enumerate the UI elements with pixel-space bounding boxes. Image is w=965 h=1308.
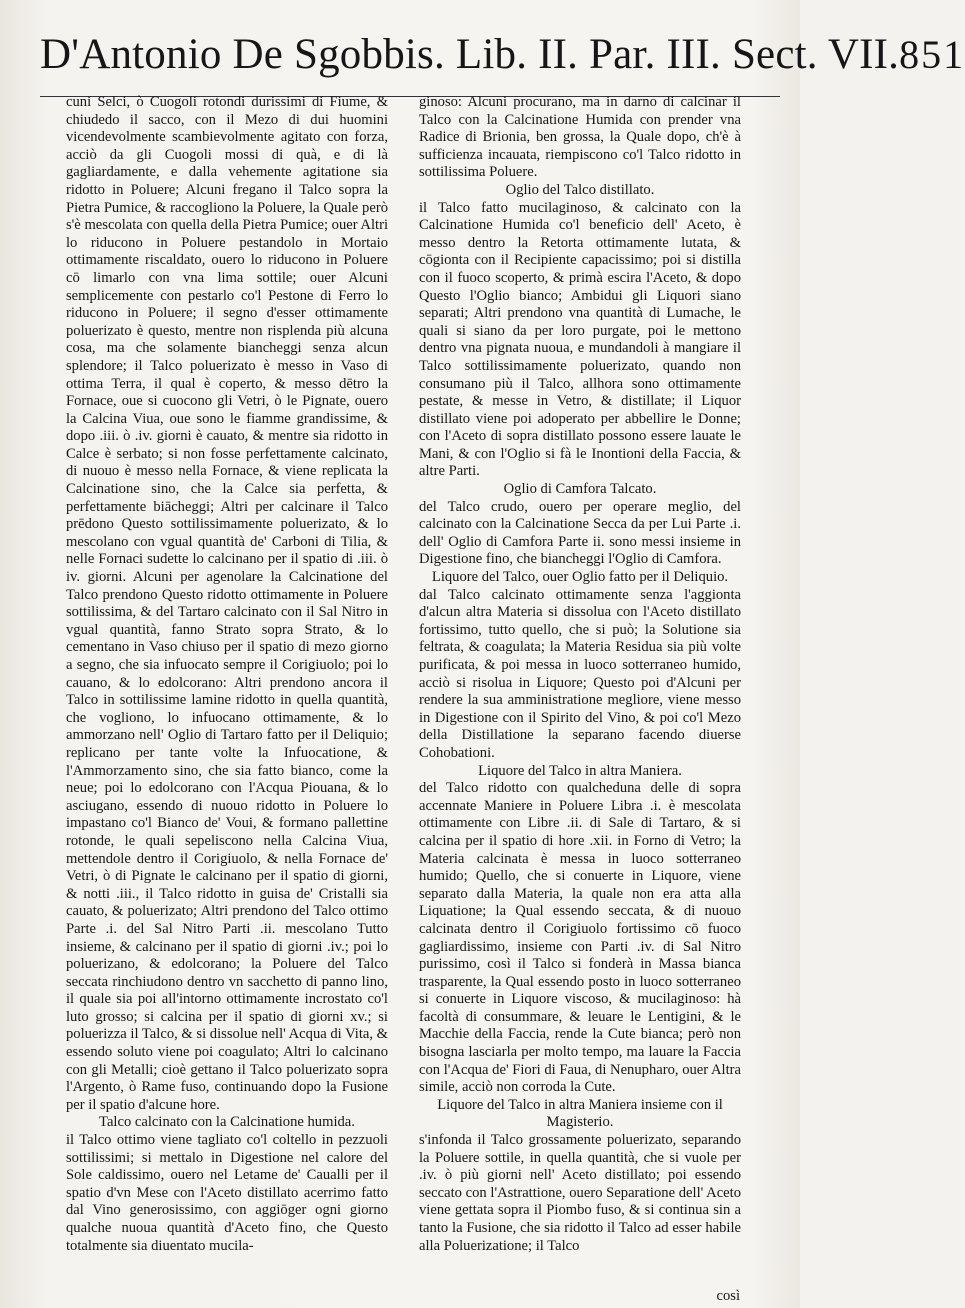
text-columns [66,94,741,1284]
section-heading: Oglio del Talco distillato. [505,181,655,198]
running-title: D'Antonio De Sgobbis. Lib. II. Par. III. Sect. VII. [40,31,900,78]
paragraph: cuni Selci, ò Cuogoli rotondi durissimi di Fiume, & chiudedo il sacco, con il Mezo di dui huomini vicendevolmente scambievolmente agitato con forza, acciò da gli Cuogoli mossi di quà, e di là gagliardamente, e dalla vehemente agitatione sia ridotto in Poluere; Alcuni fregano il Talco sopra la Pietra Pumice, & raccogliono la Poluere, la Quale però s'è mescolata con quella della Pietra Pumice; ouer Altri lo riducono in Poluere pestandolo in Mortaio ottimamente riscaldato, ouero lo riducono in Poluere cō limarlo con vna lima sottile; ouer Alcuni semplicemente con pestarlo co'l Pestone di Ferro lo riducono in Poluere; il segno d'esser ottimamente poluerizato è questo, mentre non risplenda più alcuna cosa, ma che solamente biancheggi senza alcun splendore; il Talco poluerizato è messo in Vaso di ottima Terra, il qual è coperto, & messo dētro la Fornace, oue si cuocono gli Vetri, ò le Pignate, ouero la Calcina Viua, oue sono le fiamme grandissime, & dopo .iii. ò .iv. giorni è cauato, & mentre sia ridotto in Calce è serbato; si non fosse perfettamente calcinato, di nuouo è messo nella Fornace, & viene replicata la Calcinatione sino, che la Calce sia perfetta, & perfettamente biācheggi; Altri per calcinare il Talco prēdono Questo sottilissimamente poluerizato, & lo mescolano con vgual quantità de' Carboni di Tilia, & nelle Fornaci sudette lo calcinano per il spatio di .iii. ò iv. giorni. Alcuni per agenolare la Calcinatione del Talco prendono Questo ridotto ottimamente in Poluere sottilissima, & del Tartaro calcinato con il Sal Nitro in vgual quantità, fanno Strato sopra Strato, & lo cementano in Vaso chiuso per il spatio di mezo giorno a segno, che sia infuocato sempre il Corigiuolo; poi lo cauano, & lo edolcorano: Altri prendono ancora il Talco in sottilissime lamine ridotto in quella quantità, che vogliono, lo infuocano ottimamente, & lo ammorzano nell' Oglio di Tartaro fatto per il Deliquio; replicano per tante volte la Infuocatione, & l'Ammorzamento sino, che sia fatto bianco, come la neue; poi lo edolcorano con l'Acqua Piouana, & lo asciugano, essendo di nuouo ridotto in Poluere lo impastano co'l Bianco de' Voui, & formano pallettine rotonde, le quali sepeliscono nella Calcina Viua, mettendole dentro il Corigiuolo, & nella Fornace de' Vetri, ò di Pignate le calcinano per il spatio di giorni, & notti .iii., il Talco ridotto in guisa de' Cristalli sia cauato, & poluerizato; Altri prendono del Talco ottimo Parte .i. del Sal Nitro Parti .ii. mescolano Tutto insieme, & calcinano per il spatio di giorni .iv.; poi lo poluerizano, & edolcorano; la Poluere del Talco seccata rinchiudono dentro vn sacchetto di panno lino, il quale sia poi all'intorno ottimamente incrostato co'l luto grosso; si calcina per il spatio di giorni xv.; si poluerizza il Talco, & si dissolue nell' Acqua di Vita, & essendo soluto viene poi coagulato; Altri lo calcinano con gli Metalli; cioè gettano il Talco poluerizato sopra l'Argento, ò Rame fuso, continuando dopo la Fusione per il spatio d'alcune hore. [66,94,389,1113]
catchword: così [716,1288,740,1304]
paragraph: del Talco ridotto con qualcheduna delle di sopra accennate Maniere in Poluere Libra .i. è mescolata ottimamente con Libre .ii. di Sale di Tartaro, & si calcina per il spatio di hore .xii. in Forno di Vetro; la Materia calcinata è messa in luoco sotterraneo humido; Quello, che si conuerte in Liquore, viene separato dalla Materia, la quale non era atta alla Liquatione; la Qual essendo seccata, & di nuouo calcinata dentro il Corigiuolo fortissimo cō fuoco gagliardissimo, insieme con Parti .iv. di Sal Nitro purissimo, così il Talco si fonderà in Massa bianca trasparente, la Qual essendo posto in luoco sotterraneo si conuerte in Liquore viscoso, & mucilaginoso: hà facoltà di consummare, & leuare le Lentigini, & le Macchie della Faccia, rende la Cute bianca; però non bisogna lasciarla per molto tempo, ma lauare la Faccia con l'Acqua de' Fiori di Faua, di Nenupharo, ouer Altra simile, acciò non corroda la Cute. [419,780,741,1096]
page-header [40,30,965,97]
page-number: 851 [899,32,965,77]
paragraph: ginoso: Alcuni procurano, ma in darno di calcinar il Talco con la Calcinatione Humida con prender vna Radice di Brionia, ben grossa, la Quale dopo, ch'è à sufficienza incauata, riempiscono co'l Talco ridotto in sottilissima Poluere. [419,94,741,181]
paragraph: dal Talco calcinato ottimamente senza l'aggionta d'alcun altra Materia si dissolua con l'Aceto distillato fortissimo, tutto quello, che si può; la Solutione sia feltrata, & coagulata; la Materia Residua sia più volte purificata, & poi messa in luoco sotterraneo humido, acciò si risolua in Liquore; Questo poi d'Alcuni per rendere la sua amministratione megliore, viene messo in Digestione con il Spirito del Vino, & poi co'l Mezo della Distillatione la separano facendo diuerse Cohobationi. [419,586,741,761]
paragraph: s'infonda il Talco grossamente poluerizato, separando la Poluere sottile, in quella quantità, che si vuole per .iv. ò più giorni nell' Aceto distillato; poi essendo seccato con l'Astrattione, ouero Separatione dell' Aceto viene gettata sopra il Piombo fuso, & si continua sin a tanto la Fusione, che sia ridotto il Talco ad esser habile alla Poluerizatione; il Talco [419,1132,741,1254]
section-heading: Liquore del Talco in altra Maniera. [478,762,682,779]
paragraph: il Talco ottimo viene tagliato co'l coltello in pezzuoli sottilissimi; si mettalo in Digestione nel calore del Sole caldissimo, ouero nel Letame de' Caualli per il spatio d'vn Mese con l'Aceto distillato acerrimo fatto dal Vino generosissimo, con aggiōger ogni giorno qualche nuoua quantità d'Aceto fino, che Questo totalmente sia diuentato mucila- [66,1132,388,1254]
section-heading: Talco calcinato con la Calcinatione humida. [99,1114,355,1131]
paragraph: il Talco fatto mucilaginoso, & calcinato con la Calcinatione Humida co'l beneficio dell' Aceto, è messo dentro la Retorta ottimamente lutata, & cōgionta con il Recipiente capacissimo; poi si distilla con il fuoco scoperto, & primà escira l'Aceto, & dopo Questo l'Oglio bianco; Ambidui gli Liquori siano separati; Altri prendono vna quantità di Lumache, le quali si siano da per loro purgate, poi le mettono dentro vna pignata nuoua, e mundandoli à mangiare il Talco sottilissimamente poluerizato, quando non consumano più il Talco, allhora sono ottimamente pestate, & messe in Vetro, & distillate; il Liquor distillato viene poi adoperato per abbellire le Donne; con l'Aceto di sopra distillato possono essere lauate le Mani, & con l'Oglio si fà le Inontioni della Faccia, & altre Parti. [419,199,741,480]
right-column [419,94,741,1284]
section-heading: Liquore del Talco, ouer Oglio fatto per il Deliquio. [431,569,729,586]
left-column [66,94,388,1284]
paragraph: del Talco crudo, ouero per operare meglio, del calcinato con la Calcinatione Secca da per Lui Parte .i. dell' Oglio di Camfora Parte ii. sono messi insieme in Digestione fino, che biancheggi l'Oglio di Camfora. [419,498,741,568]
section-heading: Liquore del Talco in altra Maniera insieme con il Magisterio. [437,1096,723,1131]
section-heading: Oglio di Camfora Talcato. [503,481,657,498]
